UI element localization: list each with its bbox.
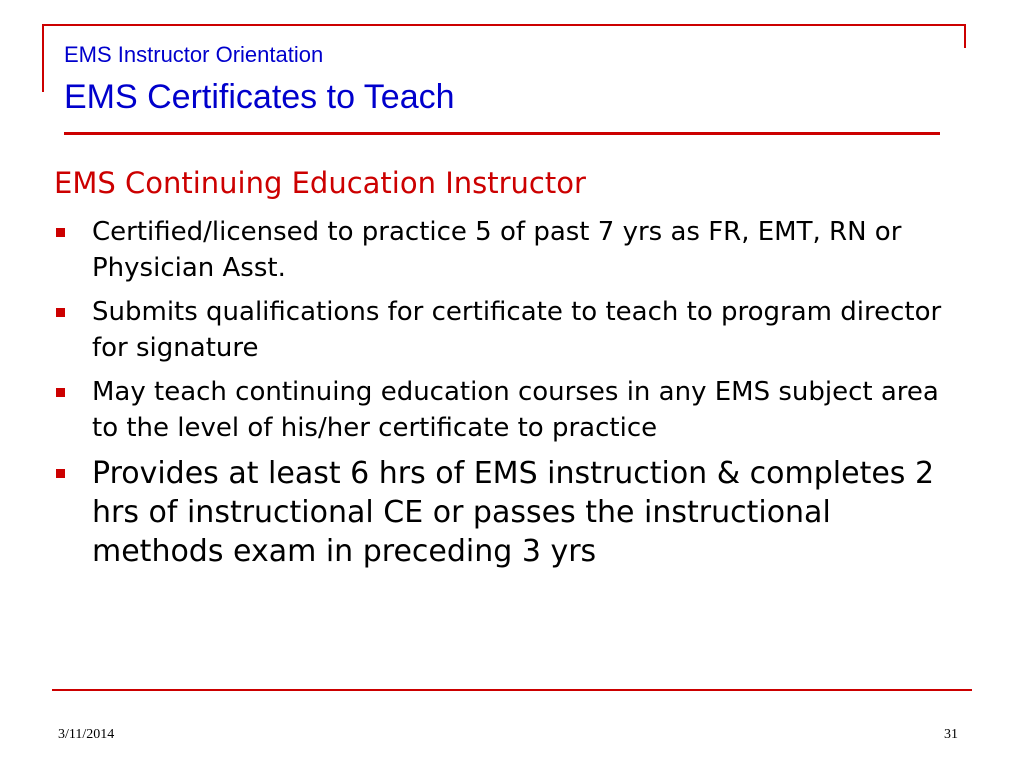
title-divider: [64, 132, 940, 135]
square-bullet-icon: [56, 469, 65, 478]
bullet-item: [54, 374, 954, 446]
section-heading: EMS Continuing Education Instructor: [54, 166, 586, 200]
bullet-text: Certified/licensed to practice 5 of past 7 yrs as FR, EMT, RN or Physician Asst.: [92, 217, 902, 283]
bullet-text: May teach continuing education courses in any EMS subject area to the level of his/her certificate to practice: [92, 377, 939, 443]
square-bullet-icon: [56, 308, 65, 317]
footer-divider: [52, 689, 972, 691]
bullet-list: [54, 214, 954, 579]
bullet-text: Provides at least 6 hrs of EMS instruction & completes 2 hrs of instructional CE or passes the instructional methods exam in preceding 3 yrs: [92, 456, 935, 569]
frame-top-line: [42, 24, 966, 26]
bullet-item: [54, 214, 954, 286]
bullet-item: [54, 454, 954, 571]
slide-title: EMS Certificates to Teach: [64, 78, 455, 116]
footer-date: 3/11/2014: [58, 727, 115, 742]
page-number: 31: [944, 727, 958, 742]
frame-left-line: [42, 24, 44, 92]
slide-subtitle: EMS Instructor Orientation: [64, 42, 324, 67]
bullet-item: [54, 294, 954, 366]
frame-right-line: [964, 24, 966, 48]
square-bullet-icon: [56, 388, 65, 397]
bullet-text: Submits qualifications for certificate to teach to program director for signature: [92, 297, 942, 363]
square-bullet-icon: [56, 228, 65, 237]
